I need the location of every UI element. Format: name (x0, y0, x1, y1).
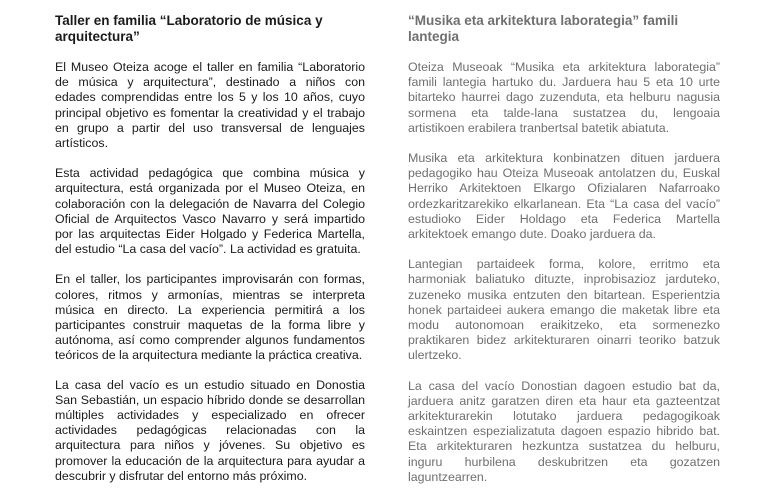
basque-paragraph-4: La casa del vacío Donostian dagoen estudio bat da, jarduera anitz garatzen diren eta haur eta gazteentzat arkitekturarekin lotutako jarduera pedagogikoak eskaintzen espezializatuta dagoen espazio hibrido bat. Eta arkitekturaren hezkuntza sustatzea du helburu, inguru hurbilena deskubritzen eta gozatzen laguntzearren. (408, 378, 720, 484)
spanish-paragraph-4: La casa del vacío es un estudio situado en Donostia San Sebastián, un espacio híbrido donde se desarrollan múltiples actividades y especializado en ofrecer actividades pedagógicas relacionadas con la arquitectura para niños y jóvenes. Su objetivo es promover la educación de la arquitectura para ayudar a descubrir y disfrutar del entorno más próximo. (55, 377, 365, 483)
spanish-title: Taller en familia “Laboratorio de música y arquitectura” (55, 13, 323, 44)
spanish-paragraph-1: El Museo Oteiza acoge el taller en familia “Laboratorio de música y arquitectura”, destinado a niños con edades comprendidas entre los 5 y los 10 años, cuyo principal objetivo es fomentar la creatividad y el trabajo en grupo a partir del uso transversal de lenguajes artísticos. (55, 60, 365, 151)
spanish-column (55, 13, 365, 499)
basque-paragraph-1: Oteiza Museoak “Musika eta arkitektura laborategia” famili lantegia hartuko du. Jarduera hau 5 eta 10 urte bitarteko haurrei dago zuzenduta, eta helburu nagusia sormena eta talde-lana sustatzea du, lengoaia artistikoen erabilera tranbertsal batetik abiatuta. (408, 60, 720, 135)
basque-column (408, 13, 720, 500)
spanish-paragraph-2: Esta actividad pedagógica que combina música y arquitectura, está organizada por el Museo Oteiza, en colaboración con la delegación de Navarra del Colegio Oficial de Arquitectos Vasco Navarro y será impartido por las arquitectas Eider Holgado y Federica Martella, del estudio “La casa del vacío”. La actividad es gratuita. (55, 166, 365, 257)
spanish-paragraph-3: En el taller, los participantes improvisarán con formas, colores, ritmos y armonías, mientras se interpreta música en directo. La experiencia permitirá a los participantes construir maquetas de la forma libre y autónoma, así como comprender algunos fundamentos teóricos de la arquitectura mediante la práctica creativa. (55, 272, 365, 363)
basque-paragraph-3: Lantegian partaideek forma, kolore, erritmo eta harmoniak baliatuko dituzte, inprobisazioz jarduteko, zuzeneko musika entzuten den bitartean. Esperientzia honek partaideei aukera emango die maketak libre eta modu autonomoan eraikitzeko, eta sormenezko praktikaren bidez arkitekturaren oinarri teoriko batzuk ulertzeko. (408, 257, 720, 363)
basque-title: “Musika eta arkitektura laborategia” famili lantegia (408, 13, 679, 44)
basque-paragraph-2: Musika eta arkitektura konbinatzen dituen jarduera pedagogiko hau Oteiza Museoak antolatzen du, Euskal Herriko Arkitektoen Elkargo Ofizialaren Nafarroako ordezkaritzarekiko elkarlanean. Eta “La casa del vacío” estudioko Eider Holdago eta Federica Martella arkitektoek emango dute. Doako jarduera da. (408, 151, 720, 242)
